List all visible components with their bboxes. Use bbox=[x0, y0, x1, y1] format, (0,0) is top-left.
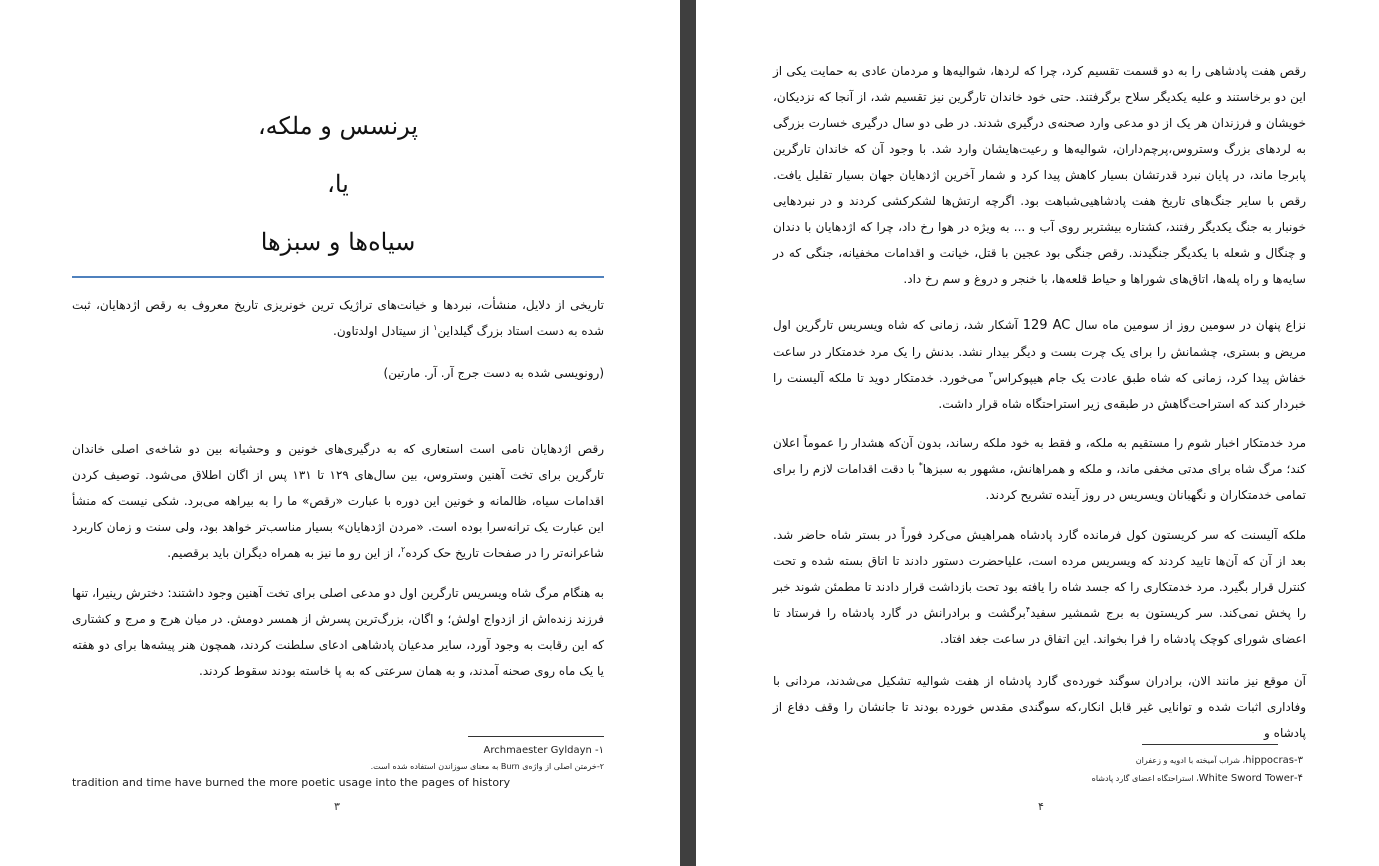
transcribed-by: (رونویسی شده به دست جرج آر. آر. مارتین) bbox=[383, 366, 604, 380]
body-paragraph-3: رقص هفت پادشاهی را به دو قسمت تقسیم کرد، چرا که لردها، شوالیه‌ها و مردمان عادی به حمایت یکی از این دو برخاستند و علیه یکدیگر سلاح برگرفتند. حتی خود خاندان تارگرین نیز تقسیم شد، از آنجا که نزدیکان، خویشان و فرزندان هر یک از دو مدعی وارد صحنه‌ی درگیری شدند. در طی دو سال درگیری خسارت بزرگی به لردهای بزرگ وستروس،پرچم‌داران، شوالیه‌ها و رعیت‌هایشان وارد شد. با وجود آن که خاندان تارگرین پابرجا ماند، در پایان نبرد قدرتشان بسیار کاهش پیدا کرد و شمار آخرین اژدهایان جهان بسیار تقلیل یافت. رقص با سایر جنگ‌های تاریخ هفت پادشاهیی‌شباهت بود. اگرچه ارتش‌ها لشکرکشی کردند و در نبردهایی خونبار به جنگ یکدیگر رفتند، کشتاره بیشتربر روی آب و ... به ویژه در هوا رخ داد، چرا که اژدهایان با دندان و چنگال و شعله با یکدیگر جنگیدند. رقص جنگی بود عجین با قتل، خیانت و اقدامات مخفیانه، جنگی که در سایه‌ها و راه پله‌ها، اتاق‌های شوراها و حیاط قلعه‌ها، با خنجر و دروغ و سم رخ داد. bbox=[773, 64, 1306, 286]
title-underline bbox=[72, 276, 604, 278]
title-line-3: سیاه‌ها و سبزها bbox=[260, 228, 416, 256]
body-paragraph-6: ملکه آلیسنت که سر کریستون کول فرمانده گارد پادشاه همراهیش می‌کرد فوراً در بستر شاه حاضر شد. بعد از آن که آن‌ها تایید کردند که ویسریس مرده است، علیاحضرت دستور دادند تا اتاق بسته شده و تحت کنترل قرار بگیرد. مرد خدمتکاری را که جسد شاه را یافته بود تحت بازداشت قرار دادند تا مطمئن شوند خبر را پخش نمی‌کند. سر کریستون به برج شمشیر سفید$^۴$برگشت و برادرانش در گارد پادشاه را فرستاد تا اعضای شورای کوچک پادشاه را فرا بخواند. این اتفاق در ساعت جغد افتاد. bbox=[773, 528, 1306, 646]
footnote-separator bbox=[468, 736, 604, 737]
right-page bbox=[696, 0, 1379, 866]
english-note: tradition and time have burned the more poetic usage into the pages of history bbox=[72, 776, 511, 789]
page-number: ۳ bbox=[334, 800, 340, 813]
footnote-ref-2[interactable]: ۲ bbox=[401, 545, 406, 554]
footnote-3: ۳-hippocras، شراب آمیخته با ادویه و زعفران bbox=[1135, 755, 1303, 766]
body-paragraph-2: به هنگام مرگ شاه ویسریس تارگرین اول دو مدعی اصلی برای تخت آهنین وجود داشتند: دخترش رینیرا، تنها فرزند زنده‌اش از ازدواج اولش؛ و اگان، بزرگ‌ترین پسرش از همسر دومش. در میان هرج و مرج و کشتاری که این رقابت به وجود آورد، سایر مدعیان پادشاهی ادعای سلطنت کردند، همچون هنر پیشه‌ها برای دو هفته یا یک ماه روی صحنه آمدند، و به همان سرعتی که به پا خاسته بودند سقوط کردند. bbox=[72, 586, 604, 678]
footnote-1: Archmaester Gyldayn -۱ bbox=[483, 745, 604, 756]
body-paragraph-5: مرد خدمتکار اخبار شوم را مستقیم به ملکه، و فقط به خود ملکه رساند، بدون آن‌که هشدار را عموماً اعلان کند؛ مرگ شاه برای مدتی مخفی ماند، و ملکه و همراهانش، مشهور به سبزها* با دقت اقدامات لازم را برای تمامی خدمتکاران و نگهبانان ویسریس در روز آینده تشریح کردند. bbox=[773, 436, 1306, 502]
intro-paragraph: تاریخی از دلایل، منشأت، نبردها و خیانت‌های تراژیک ترین خونریزی تاریخ معروف به رقص اژدهایان، ثبت شده به دست استاد بزرگ گیلداین$^۱$ از سیتادل اولدتاون. bbox=[72, 298, 604, 338]
body-paragraph-4: نزاع پنهان در سومین روز از سومین ماه سال 129 AC آشکار شد، زمانی که شاه ویسریس تارگرین اول مریض و بستری، چشمانش را برای یک چرت بست و دیگر بیدار نشد. بدنش را یک مرد خدمتکار در ساعت خفاش پیدا کرد، زمانی که شاه طبق عادت یک جام هیپوکراس$^۳$ می‌خورد. خدمتکار دوید تا ملکه آلیسنت را خبردار کند که استراحت‌گاهش در طبقه‌ی زیر استراحتگاه شاه قرار داشت. bbox=[773, 318, 1307, 411]
page-number: ۴ bbox=[1038, 800, 1044, 813]
body-paragraph-7: آن موقع نیز مانند الان، برادران سوگند خورده‌ی گارد پادشاه از هفت شوالیه تشکیل می‌شدند، مردانی با وفاداری اثبات شده و توانایی غیر قابل انکار،که سوگندی مقدس خورده بودند تا جانشان را وقف دفاع از پادشاه و bbox=[773, 674, 1306, 740]
footnote-ref-3[interactable]: ۳ bbox=[988, 370, 994, 379]
left-page bbox=[0, 0, 680, 866]
footnote-ref-1[interactable]: ۱ bbox=[433, 323, 438, 332]
footnote-separator bbox=[1142, 744, 1278, 745]
footnote-ref-4[interactable]: ۴ bbox=[1025, 605, 1031, 614]
page-gutter bbox=[680, 0, 696, 866]
title-line-1: پرنسس و ملکه، bbox=[257, 112, 419, 140]
footnote-2: ۲-خرمتن اصلی از واژه‌ی Burn به معنای سوزاندن استفاده شده است. bbox=[370, 762, 604, 771]
footnote-4: ۴-White Sword Tower، استراحتگاه اعضای گارد پادشاه bbox=[1091, 773, 1303, 784]
footnote-ref-star[interactable]: * bbox=[918, 461, 923, 470]
body-paragraph-1: رقص اژدهایان نامی است استعاری که به درگیری‌های خونین و وحشیانه بین دو شاخه‌ی اصلی خاندان تارگرین برای تخت آهنین وستروس، بین سال‌های ۱۲۹ تا ۱۳۱ پس از اگان اطلاق می‌شود. توصیف کردن اقدامات سیاه، ظالمانه و خونین این دوره با عبارت «رقص» ما را به بیراهه می‌برد. شکی نیست که منشأ این عبارت یک ترانه‌سرا بوده است. «مردن اژدهایان» بسیار مناسب‌تر خواهد بود، ولی سنت و زمان کاربرد شاعرانه‌تر را در صفحات تاریخ حک کرده$^۲$، از این رو ما نیز به همراه دیگران باید برقصیم. bbox=[72, 442, 604, 560]
title-line-2: یا، bbox=[327, 170, 349, 198]
